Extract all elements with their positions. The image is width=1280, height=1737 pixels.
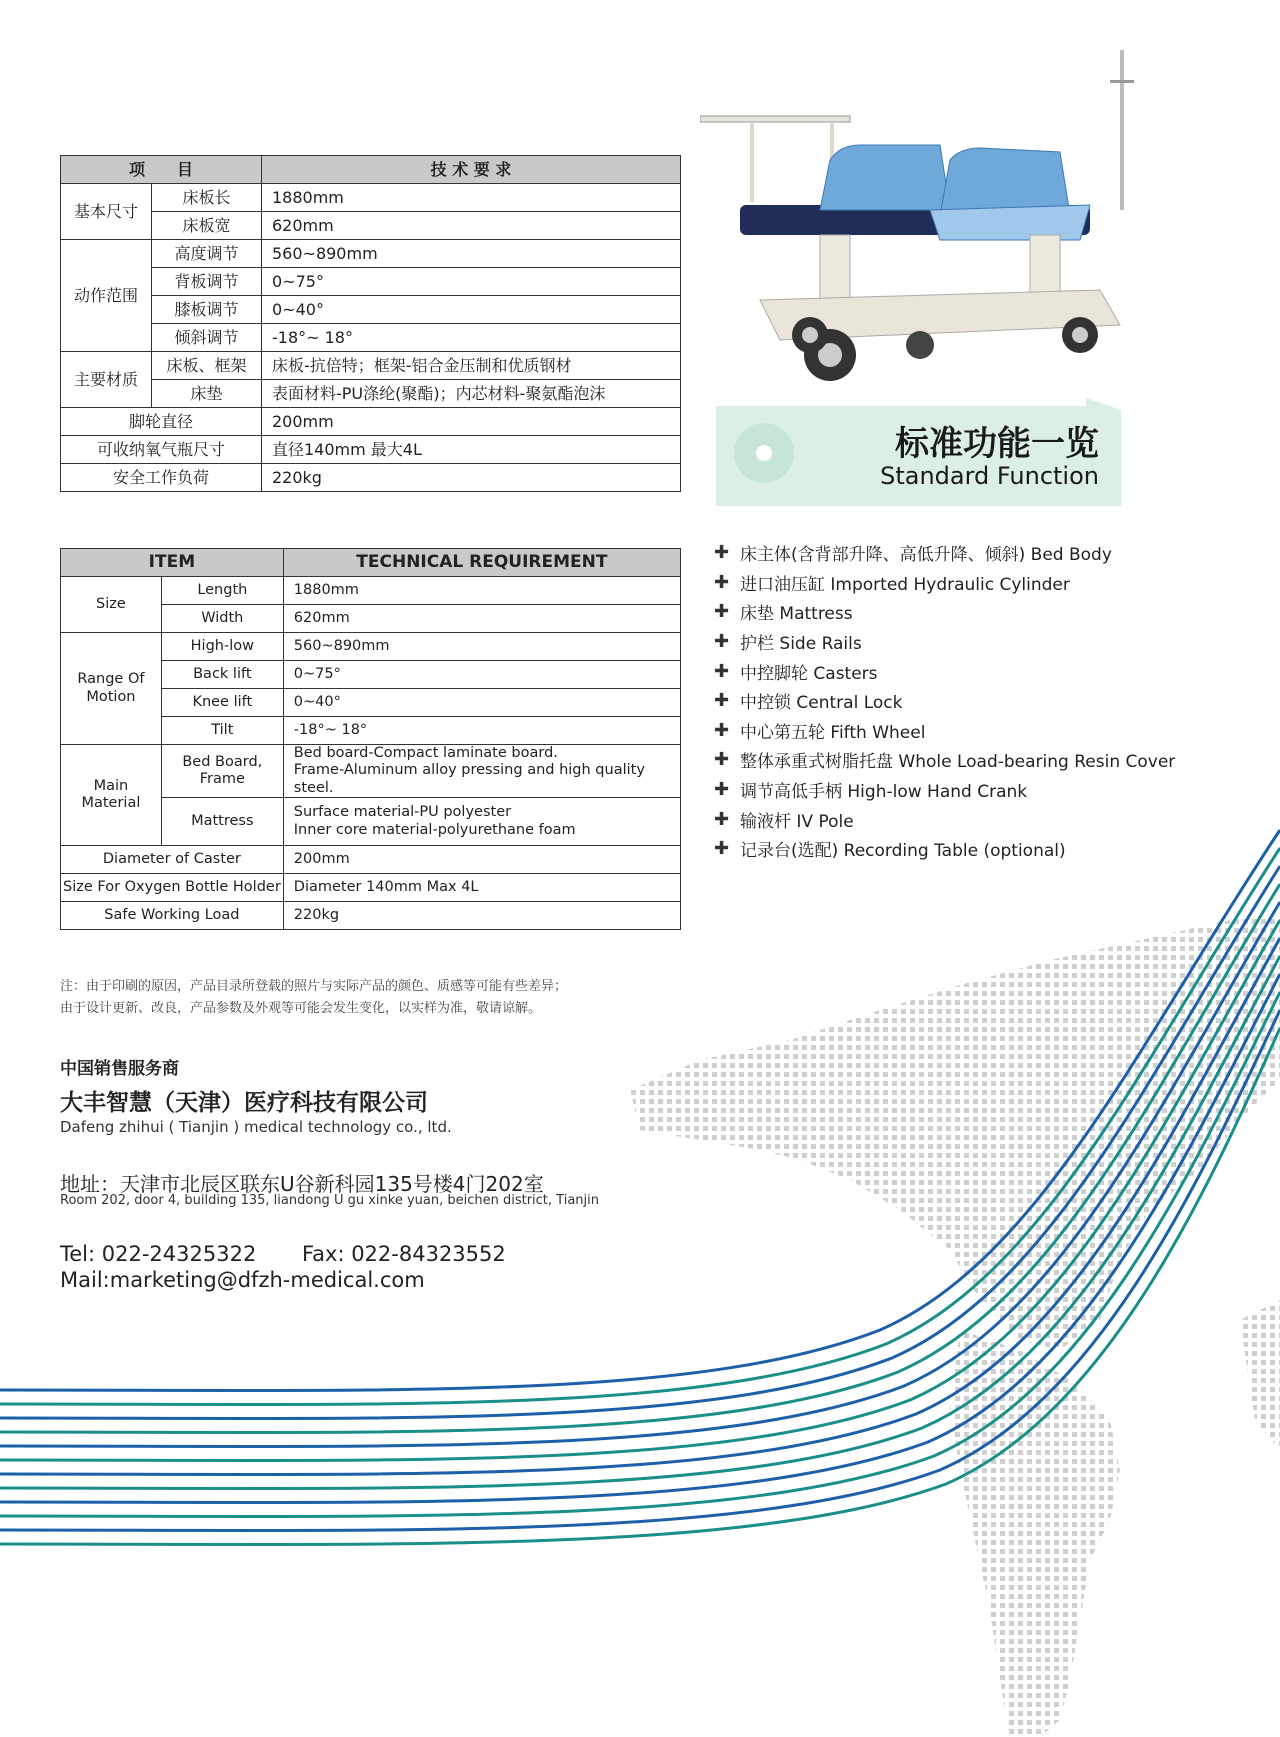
feature-list <box>714 538 1175 864</box>
spec-table-cn <box>60 155 681 492</box>
company-name-cn: 大丰智慧（天津）医疗科技有限公司 <box>60 1090 428 1116</box>
list-item <box>714 834 1175 864</box>
table-row <box>61 577 681 605</box>
header-item: ITEM <box>61 549 284 577</box>
sub-cell: 背板调节 <box>152 268 262 296</box>
stretcher-illustration <box>700 40 1140 410</box>
value-cell: 1880mm <box>262 184 681 212</box>
feature-label: 床主体(含背部升降、高低升降、倾斜) Bed Body <box>740 545 1112 566</box>
plus-icon: ✚ <box>714 749 730 771</box>
sub-cell: Mattress <box>161 798 283 846</box>
standard-title-en: Standard Function <box>880 462 1099 490</box>
email[interactable]: Mail:marketing@dfzh-medical.com <box>60 1268 425 1292</box>
fax: Fax: 022-84323552 <box>302 1242 506 1266</box>
sub-line: Frame <box>199 771 245 788</box>
label-cell: 可收纳氧气瓶尺寸 <box>61 436 262 464</box>
sub-cell: 床板、框架 <box>152 352 262 380</box>
category-line: Material <box>81 795 141 812</box>
category-cell: 基本尺寸 <box>61 184 152 240</box>
table-row <box>61 268 681 296</box>
plus-icon: ✚ <box>714 808 730 830</box>
value-line: Inner core material-polyurethane foam <box>293 821 576 838</box>
table-row <box>61 745 681 798</box>
value-cell: 620mm <box>262 212 681 240</box>
standard-function-banner <box>716 398 1121 506</box>
list-item <box>714 716 1175 746</box>
value-cell: -18°~ 18° <box>283 717 680 745</box>
value-cell: 床板-抗倍特；框架-铝合金压制和优质钢材 <box>262 352 681 380</box>
sub-cell: Length <box>161 577 283 605</box>
spec-table-en <box>60 548 681 930</box>
header-requirement: 技 术 要 求 <box>262 156 681 184</box>
header-requirement: TECHNICAL REQUIREMENT <box>283 549 680 577</box>
table-row <box>61 352 681 380</box>
distributor-label: 中国销售服务商 <box>60 1059 179 1079</box>
value-line: Surface material-PU polyester <box>293 804 512 821</box>
category-cell <box>61 745 162 846</box>
label-cell: Size For Oxygen Bottle Holder <box>61 874 284 902</box>
table-header <box>61 549 681 577</box>
value-cell: 200mm <box>262 408 681 436</box>
plus-icon: ✚ <box>714 601 730 623</box>
sub-cell: Knee lift <box>161 689 283 717</box>
list-item <box>714 656 1175 686</box>
plus-icon: ✚ <box>714 690 730 712</box>
list-item <box>714 775 1175 805</box>
value-cell <box>283 745 680 798</box>
sub-cell: 床板长 <box>152 184 262 212</box>
feature-label: 整体承重式树脂托盘 Whole Load-bearing Resin Cover <box>740 752 1176 773</box>
feature-label: 中控脚轮 Casters <box>740 663 878 684</box>
list-item <box>714 804 1175 834</box>
table-row <box>61 380 681 408</box>
table-row <box>61 436 681 464</box>
company-name-en: Dafeng zhihui ( Tianjin ) medical technology co., ltd. <box>60 1118 452 1136</box>
value-cell: 560~890mm <box>283 633 680 661</box>
value-cell: 220kg <box>283 902 680 930</box>
world-map-dots <box>630 915 1280 1737</box>
note-line: 注：由于印刷的原因，产品目录所登载的照片与实际产品的颜色、质感等可能有些差异； <box>60 979 568 994</box>
table-row <box>61 464 681 492</box>
plus-icon: ✚ <box>714 631 730 653</box>
value-cell <box>283 798 680 846</box>
sub-cell: Width <box>161 605 283 633</box>
category-cell: 动作范围 <box>61 240 152 352</box>
value-cell: 直径140mm 最大4L <box>262 436 681 464</box>
address-cn: 地址：天津市北辰区联东U谷新科园135号楼4门202室 <box>60 1172 544 1196</box>
header-item: 项 目 <box>61 156 262 184</box>
list-item <box>714 568 1175 598</box>
category-line: Range Of <box>77 671 145 688</box>
value-cell: 1880mm <box>283 577 680 605</box>
label-cell: 脚轮直径 <box>61 408 262 436</box>
sub-cell <box>161 745 283 798</box>
table-row <box>61 874 681 902</box>
value-cell: 0~75° <box>262 268 681 296</box>
feature-label: 中心第五轮 Fifth Wheel <box>740 722 926 743</box>
category-cell <box>61 633 162 745</box>
tel: Tel: 022-24325322 <box>60 1242 257 1266</box>
value-cell: 220kg <box>262 464 681 492</box>
label-cell: Diameter of Caster <box>61 846 284 874</box>
category-cell: Size <box>61 577 162 633</box>
list-item <box>714 627 1175 657</box>
table-row <box>61 324 681 352</box>
table-row <box>61 408 681 436</box>
plus-icon: ✚ <box>714 571 730 593</box>
table-row <box>61 296 681 324</box>
feature-label: 调节高低手柄 High-low Hand Crank <box>740 782 1028 803</box>
category-line: Main <box>93 777 129 794</box>
sub-line: Bed Board, <box>182 753 263 770</box>
plus-icon: ✚ <box>714 779 730 801</box>
feature-label: 中控锁 Central Lock <box>740 693 903 714</box>
sub-cell: 倾斜调节 <box>152 324 262 352</box>
table-row <box>61 184 681 212</box>
value-cell: -18°~ 18° <box>262 324 681 352</box>
category-line: Motion <box>86 688 136 705</box>
value-cell: 0~40° <box>262 296 681 324</box>
sub-cell: 床板宽 <box>152 212 262 240</box>
note-line: 由于设计更新、改良，产品参数及外观等可能会发生变化，以实样为准，敬请谅解。 <box>60 1001 542 1016</box>
value-cell: 620mm <box>283 605 680 633</box>
table-row <box>61 212 681 240</box>
value-cell: 0~75° <box>283 661 680 689</box>
list-item <box>714 745 1175 775</box>
table-row <box>61 846 681 874</box>
value-cell: 200mm <box>283 846 680 874</box>
value-line: Frame-Aluminum alloy pressing and high quality steel. <box>293 762 645 796</box>
feature-label: 记录台(选配) Recording Table (optional) <box>740 841 1066 862</box>
standard-title-cn: 标准功能一览 <box>895 424 1099 464</box>
plus-icon: ✚ <box>714 838 730 860</box>
label-cell: 安全工作负荷 <box>61 464 262 492</box>
table-row <box>61 902 681 930</box>
feature-label: 输液杆 IV Pole <box>740 811 854 832</box>
value-cell: 0~40° <box>283 689 680 717</box>
plus-icon: ✚ <box>714 542 730 564</box>
sub-cell: Back lift <box>161 661 283 689</box>
plus-icon: ✚ <box>714 660 730 682</box>
sub-cell: High-low <box>161 633 283 661</box>
table-header <box>61 156 681 184</box>
list-item <box>714 686 1175 716</box>
value-cell: Diameter 140mm Max 4L <box>283 874 680 902</box>
category-cell: 主要材质 <box>61 352 152 408</box>
value-cell: 560~890mm <box>262 240 681 268</box>
sub-cell: 高度调节 <box>152 240 262 268</box>
list-item <box>714 538 1175 568</box>
table-row <box>61 240 681 268</box>
value-cell: 表面材料-PU涤纶(聚酯)；内芯材料-聚氨酯泡沫 <box>262 380 681 408</box>
label-cell: Safe Working Load <box>61 902 284 930</box>
sub-cell: Tilt <box>161 717 283 745</box>
plus-icon: ✚ <box>714 719 730 741</box>
value-line: Bed board-Compact laminate board. <box>293 745 558 761</box>
disclaimer-note <box>60 976 567 1020</box>
feature-label: 进口油压缸 Imported Hydraulic Cylinder <box>740 574 1070 595</box>
address-en: Room 202, door 4, building 135, liandong U gu xinke yuan, beichen district, Tianjin <box>60 1193 599 1208</box>
feature-label: 床垫 Mattress <box>740 604 853 625</box>
list-item <box>714 597 1175 627</box>
table-row <box>61 633 681 661</box>
sub-cell: 床垫 <box>152 380 262 408</box>
feature-label: 护栏 Side Rails <box>740 634 862 655</box>
sub-cell: 膝板调节 <box>152 296 262 324</box>
